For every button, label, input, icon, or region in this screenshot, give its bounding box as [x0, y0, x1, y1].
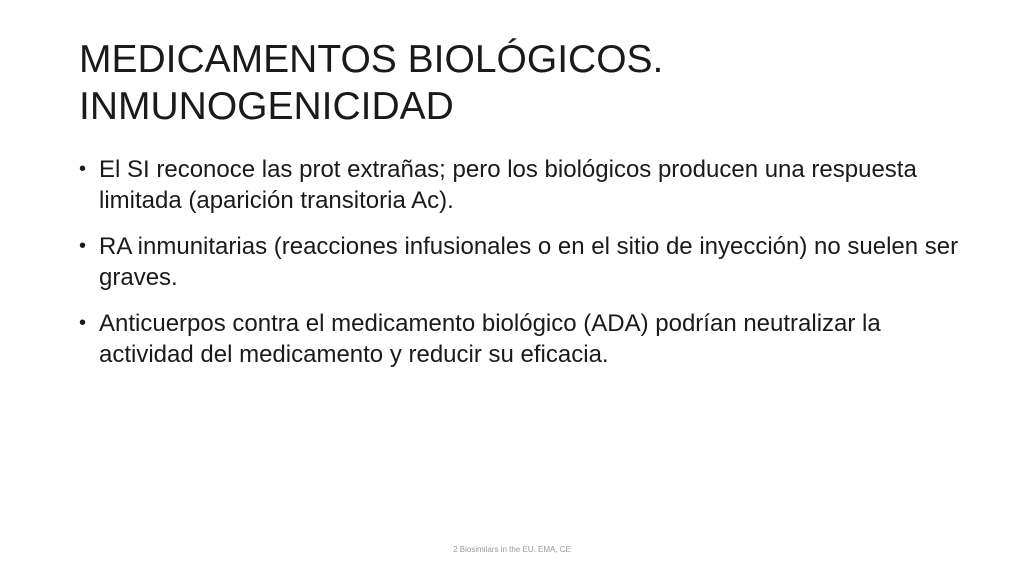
bullet-item	[79, 154, 959, 216]
bullet-list	[79, 154, 959, 385]
bullet-text: Anticuerpos contra el medicamento biológico (ADA) podrían neutralizar la actividad del medicamento y reducir su eficacia.	[99, 310, 881, 368]
bullet-item	[79, 308, 959, 370]
bullet-text: RA inmunitarias (reacciones infusionales o en el sitio de inyección) no suelen ser graves.	[99, 233, 959, 291]
bullet-item	[79, 231, 959, 293]
bullet-icon: •	[79, 158, 87, 180]
slide-title	[79, 36, 959, 130]
slide-title-line-1: MEDICAMENTOS BIOLÓGICOS.	[79, 38, 664, 81]
bullet-icon: •	[79, 312, 87, 334]
bullet-icon: •	[79, 235, 87, 257]
slide-footer: 2 Biosimilars in the EU. EMA, CE	[453, 545, 571, 554]
bullet-text: El SI reconoce las prot extrañas; pero los biológicos producen una respuesta limitada (aparición transitoria Ac).	[99, 156, 917, 214]
slide-title-line-2: INMUNOGENICIDAD	[79, 85, 454, 128]
